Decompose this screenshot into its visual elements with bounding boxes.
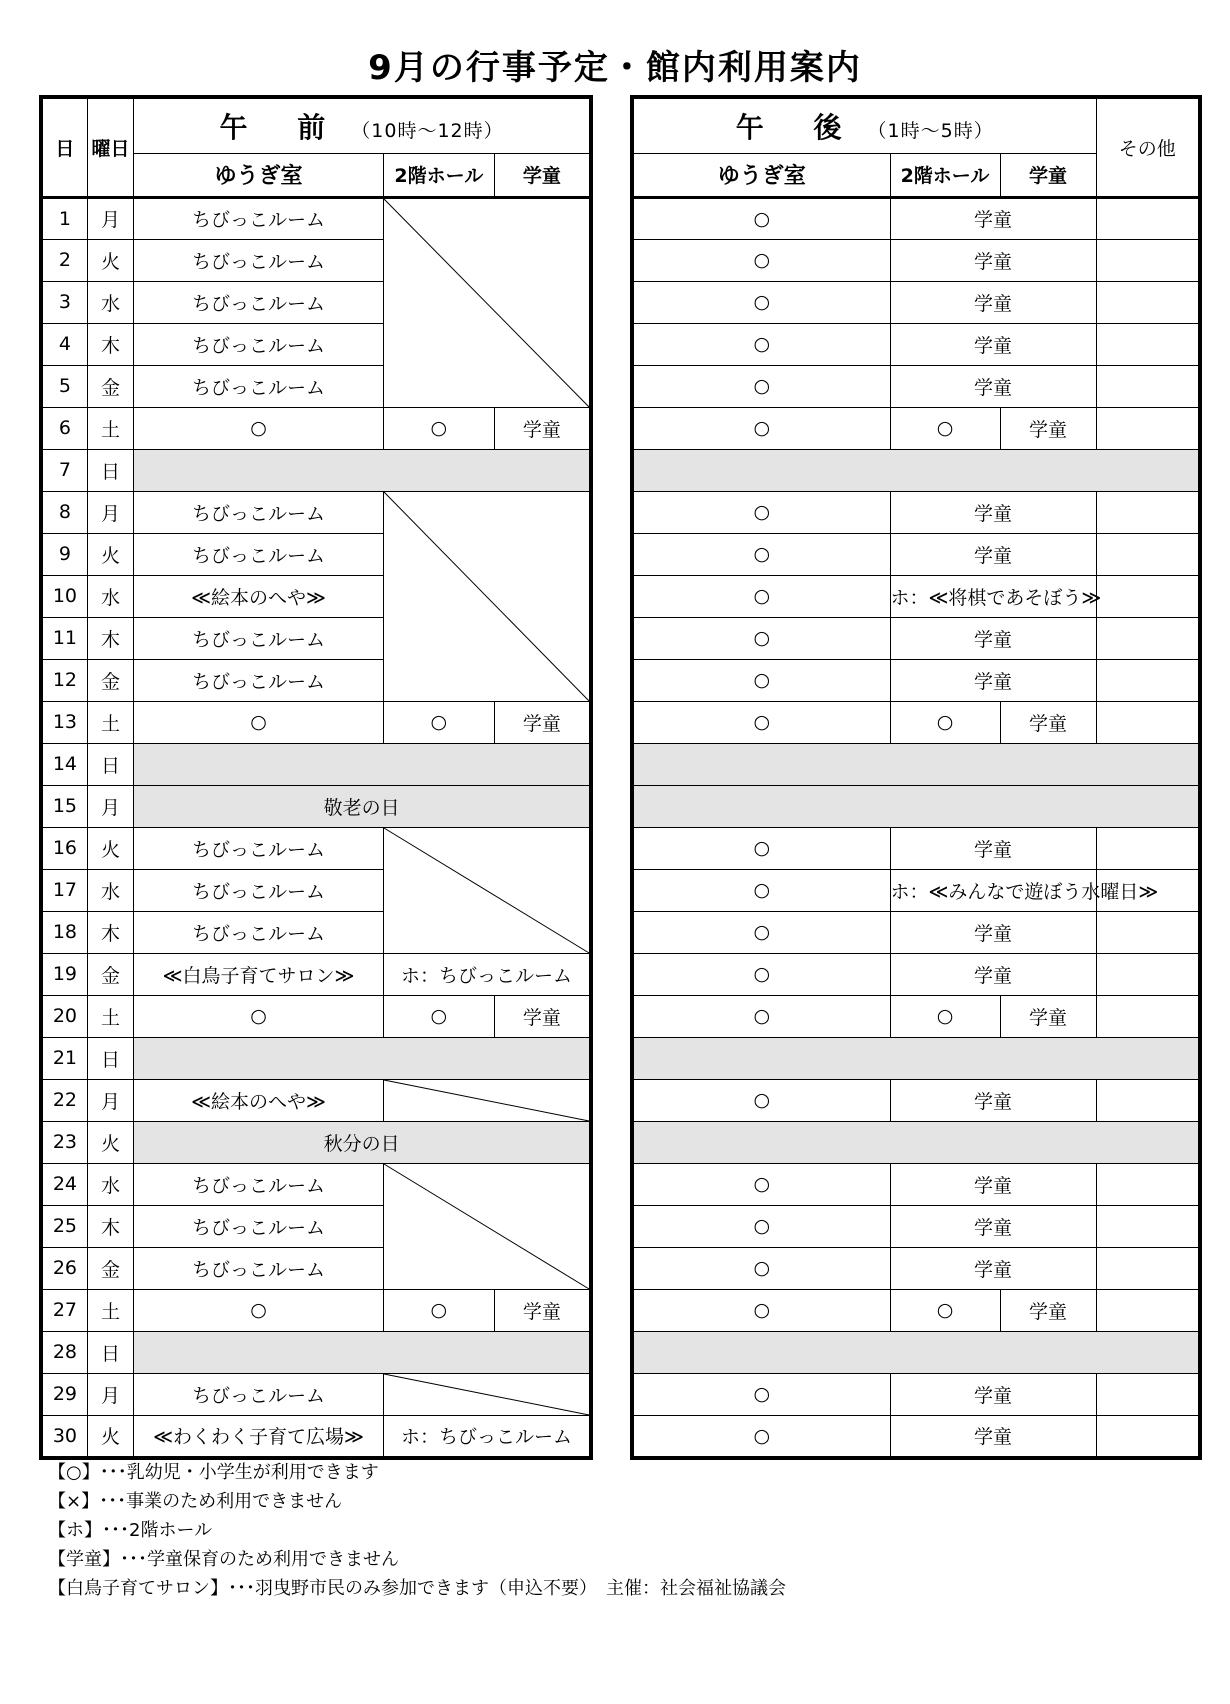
am-gakudo-cell: 学童 [494,701,591,743]
weekday: 日 [87,743,133,785]
pm-hall-gakudo-cell: 学童 [890,1415,1096,1458]
pm-row [632,575,1200,617]
am-playroom-cell: ちびっこルーム [134,239,384,281]
weekday: 火 [87,239,133,281]
day-number: 25 [41,1205,87,1247]
weekday: 木 [87,911,133,953]
day-number: 18 [41,911,87,953]
other-cell [1096,239,1200,281]
weekday: 土 [87,701,133,743]
am-playroom-cell: ちびっこルーム [134,533,384,575]
weekday: 月 [87,785,133,827]
am-playroom-cell: ちびっこルーム [134,827,384,869]
closed-cell: 秋分の日 [134,1121,591,1163]
pm-gakudo-cell: 学童 [1000,701,1096,743]
am-playroom-cell: ちびっこルーム [134,1205,384,1247]
am-row [41,827,591,869]
closed-cell [134,743,591,785]
unavailable-diagonal-cell [383,1079,591,1121]
pm-playroom-cell: ○ [632,491,890,533]
day-number: 10 [41,575,87,617]
pm-hall-gakudo-cell: 学童 [890,239,1096,281]
am-playroom-cell: ちびっこルーム [134,197,384,239]
am-row [41,995,591,1037]
pm-playroom-cell: ○ [632,701,890,743]
other-cell [1096,1163,1200,1205]
weekday: 水 [87,281,133,323]
day-number: 15 [41,785,87,827]
closed-cell: 敬老の日 [134,785,591,827]
day-number: 1 [41,197,87,239]
pm-hall-gakudo-cell: 学童 [890,1205,1096,1247]
other-cell [1096,617,1200,659]
pm-row [632,743,1200,785]
am-playroom-cell: ○ [134,995,384,1037]
afternoon-time: （1時～5時） [867,119,994,142]
unavailable-diagonal-cell [383,197,591,407]
pm-playroom-cell: ○ [632,407,890,449]
diagonal-line [384,1374,589,1415]
day-number: 6 [41,407,87,449]
unavailable-diagonal-cell [383,1373,591,1415]
legend-item: 【○】･･･乳幼児・小学生が利用できます [48,1462,379,1483]
pm-playroom-cell: ○ [632,1163,890,1205]
pm-row [632,785,1200,827]
other-cell [1096,533,1200,575]
other-cell [1096,827,1200,869]
pm-row [632,1247,1200,1289]
weekday: 水 [87,575,133,617]
pm-hall-gakudo-cell: 学童 [890,1163,1096,1205]
pm-playroom-cell: ○ [632,827,890,869]
pm-hall-gakudo-cell: 学童 [890,197,1096,239]
pm-row [632,827,1200,869]
pm-row [632,617,1200,659]
day-number: 24 [41,1163,87,1205]
am-playroom-cell: ≪絵本のへや≫ [134,575,384,617]
am-row [41,785,591,827]
day-number: 3 [41,281,87,323]
pm-hall-header: 2階ホール [890,153,1000,197]
pm-row [632,911,1200,953]
am-hall-cell: ○ [383,995,494,1037]
weekday: 木 [87,323,133,365]
day-number: 29 [41,1373,87,1415]
pm-playroom-cell: ○ [632,1205,890,1247]
pm-row [632,365,1200,407]
closed-cell [632,785,1200,827]
closed-cell [632,449,1200,491]
am-row [41,1415,591,1458]
other-column-header: その他 [1096,97,1200,197]
other-cell [1096,1079,1200,1121]
am-playroom-cell: ○ [134,1289,384,1331]
weekday: 土 [87,407,133,449]
other-cell [1096,659,1200,701]
am-row [41,953,591,995]
am-hall-cell: ホ：ちびっこルーム [383,1415,591,1458]
pm-row [632,533,1200,575]
pm-playroom-cell: ○ [632,197,890,239]
am-playroom-cell: ≪白鳥子育てサロン≫ [134,953,384,995]
am-playroom-cell: ちびっこルーム [134,1163,384,1205]
morning-heading [134,97,591,153]
pm-hall-cell: ○ [890,701,1000,743]
am-playroom-cell: ちびっこルーム [134,491,384,533]
closed-cell [134,1331,591,1373]
am-hall-header: 2階ホール [383,153,494,197]
other-cell [1096,1247,1200,1289]
am-playroom-cell: ちびっこルーム [134,1247,384,1289]
pm-row [632,1163,1200,1205]
weekday: 土 [87,1289,133,1331]
pm-hall-cell: ○ [890,407,1000,449]
day-number: 23 [41,1121,87,1163]
pm-playroom-cell: ○ [632,1415,890,1458]
day-number: 11 [41,617,87,659]
pm-row [632,659,1200,701]
am-row [41,197,591,239]
pm-row [632,1121,1200,1163]
pm-row [632,995,1200,1037]
pm-playroom-cell: ○ [632,911,890,953]
pm-row [632,1373,1200,1415]
pm-playroom-cell: ○ [632,1289,890,1331]
day-number: 14 [41,743,87,785]
weekday-column-header: 曜日 [87,97,133,197]
day-number: 2 [41,239,87,281]
other-cell [1096,365,1200,407]
legend-item: 【ホ】･･･2階ホール [48,1520,213,1541]
pm-hall-gakudo-cell: ホ：≪将棋であそぼう≫ [890,575,1096,617]
am-row [41,491,591,533]
weekday: 月 [87,491,133,533]
weekday: 日 [87,1037,133,1079]
day-number: 9 [41,533,87,575]
weekday: 月 [87,197,133,239]
diagonal-line [384,1080,589,1121]
diagonal-line [384,1164,589,1289]
am-playroom-cell: ちびっこルーム [134,869,384,911]
pm-playroom-header: ゆうぎ室 [632,153,890,197]
pm-playroom-cell: ○ [632,953,890,995]
unavailable-diagonal-cell [383,491,591,701]
pm-hall-gakudo-cell: 学童 [890,1079,1096,1121]
day-column-header: 日 [41,97,87,197]
legend [48,1458,786,1603]
am-row [41,1079,591,1121]
other-cell [1096,1205,1200,1247]
am-row [41,1373,591,1415]
day-number: 17 [41,869,87,911]
other-cell [1096,953,1200,995]
pm-hall-gakudo-cell: ホ：≪みんなで遊ぼう水曜日≫ [890,869,1096,911]
pm-playroom-cell: ○ [632,869,890,911]
day-number: 4 [41,323,87,365]
pm-playroom-cell: ○ [632,659,890,701]
pm-gakudo-cell: 学童 [1000,995,1096,1037]
weekday: 金 [87,659,133,701]
other-cell [1096,1415,1200,1458]
am-playroom-cell: ちびっこルーム [134,911,384,953]
pm-row [632,197,1200,239]
pm-row [632,869,1200,911]
pm-row [632,449,1200,491]
am-playroom-cell: ○ [134,407,384,449]
closed-cell [632,743,1200,785]
other-cell [1096,869,1200,911]
pm-gakudo-header: 学童 [1000,153,1096,197]
other-cell [1096,323,1200,365]
pm-row [632,1289,1200,1331]
weekday: 金 [87,365,133,407]
diagonal-line [384,492,589,701]
other-cell [1096,407,1200,449]
pm-row [632,239,1200,281]
legend-item: 【白鳥子育てサロン】･･･羽曳野市民のみ参加できます（申込不要） 主催：社会福祉協議会 [48,1578,786,1599]
pm-row [632,701,1200,743]
day-number: 21 [41,1037,87,1079]
am-row [41,1163,591,1205]
weekday: 火 [87,1121,133,1163]
other-cell [1096,995,1200,1037]
weekday: 土 [87,995,133,1037]
pm-row [632,323,1200,365]
day-number: 30 [41,1415,87,1458]
other-cell [1096,1289,1200,1331]
am-row [41,407,591,449]
am-playroom-cell: ちびっこルーム [134,365,384,407]
pm-hall-gakudo-cell: 学童 [890,911,1096,953]
am-playroom-cell: ちびっこルーム [134,281,384,323]
weekday: 火 [87,827,133,869]
legend-item: 【学童】･･･学童保育のため利用できません [48,1549,399,1570]
pm-hall-gakudo-cell: 学童 [890,827,1096,869]
pm-playroom-cell: ○ [632,239,890,281]
pm-row [632,281,1200,323]
am-row [41,449,591,491]
day-number: 13 [41,701,87,743]
page-title: 9月の行事予定・館内利用案内 [368,48,862,88]
pm-playroom-cell: ○ [632,1373,890,1415]
unavailable-diagonal-cell [383,827,591,953]
morning-schedule-table [39,95,593,1460]
pm-hall-gakudo-cell: 学童 [890,953,1096,995]
afternoon-schedule-table [630,95,1202,1460]
closed-cell [632,1121,1200,1163]
diagonal-line [384,199,589,407]
pm-hall-gakudo-cell: 学童 [890,1247,1096,1289]
pm-playroom-cell: ○ [632,575,890,617]
pm-row [632,1037,1200,1079]
other-cell [1096,281,1200,323]
day-number: 7 [41,449,87,491]
closed-cell [134,1037,591,1079]
pm-hall-gakudo-cell: 学童 [890,281,1096,323]
pm-playroom-cell: ○ [632,365,890,407]
pm-hall-cell: ○ [890,995,1000,1037]
pm-row [632,1205,1200,1247]
pm-row [632,491,1200,533]
pm-hall-gakudo-cell: 学童 [890,533,1096,575]
afternoon-heading [632,97,1096,153]
am-playroom-cell: ちびっこルーム [134,323,384,365]
pm-hall-gakudo-cell: 学童 [890,1373,1096,1415]
pm-gakudo-cell: 学童 [1000,407,1096,449]
am-row [41,1289,591,1331]
afternoon-label: 午 後 [735,110,862,144]
pm-row [632,407,1200,449]
pm-row [632,953,1200,995]
pm-row [632,1331,1200,1373]
pm-playroom-cell: ○ [632,323,890,365]
pm-playroom-cell: ○ [632,995,890,1037]
am-row [41,701,591,743]
day-number: 8 [41,491,87,533]
pm-hall-gakudo-cell: 学童 [890,365,1096,407]
day-number: 27 [41,1289,87,1331]
am-row [41,1121,591,1163]
am-playroom-cell: ちびっこルーム [134,659,384,701]
day-number: 19 [41,953,87,995]
weekday: 水 [87,869,133,911]
am-gakudo-cell: 学童 [494,1289,591,1331]
weekday: 金 [87,953,133,995]
pm-hall-gakudo-cell: 学童 [890,323,1096,365]
pm-playroom-cell: ○ [632,533,890,575]
am-hall-cell: ○ [383,701,494,743]
pm-playroom-cell: ○ [632,1079,890,1121]
am-row [41,1037,591,1079]
weekday: 月 [87,1079,133,1121]
pm-hall-gakudo-cell: 学童 [890,659,1096,701]
day-number: 16 [41,827,87,869]
unavailable-diagonal-cell [383,1163,591,1289]
closed-cell [134,449,591,491]
pm-row [632,1079,1200,1121]
am-gakudo-header: 学童 [494,153,591,197]
am-hall-cell: ○ [383,1289,494,1331]
pm-hall-gakudo-cell: 学童 [890,617,1096,659]
diagonal-line [384,828,589,953]
pm-row [632,1415,1200,1458]
weekday: 水 [87,1163,133,1205]
legend-item: 【×】･･･事業のため利用できません [48,1491,343,1512]
am-playroom-cell: ≪絵本のへや≫ [134,1079,384,1121]
am-playroom-cell: ○ [134,701,384,743]
weekday: 月 [87,1373,133,1415]
am-gakudo-cell: 学童 [494,407,591,449]
am-playroom-cell: ちびっこルーム [134,617,384,659]
weekday: 日 [87,1331,133,1373]
weekday: 木 [87,1205,133,1247]
weekday: 火 [87,1415,133,1458]
day-number: 20 [41,995,87,1037]
other-cell [1096,911,1200,953]
other-cell [1096,701,1200,743]
pm-hall-cell: ○ [890,1289,1000,1331]
closed-cell [632,1331,1200,1373]
pm-playroom-cell: ○ [632,617,890,659]
am-gakudo-cell: 学童 [494,995,591,1037]
am-playroom-cell: ちびっこルーム [134,1373,384,1415]
day-number: 5 [41,365,87,407]
weekday: 木 [87,617,133,659]
am-hall-cell: ホ：ちびっこルーム [383,953,591,995]
closed-cell [632,1037,1200,1079]
pm-playroom-cell: ○ [632,281,890,323]
am-playroom-cell: ≪わくわく子育て広場≫ [134,1415,384,1458]
morning-time: （10時～12時） [351,119,504,142]
other-cell [1096,1373,1200,1415]
weekday: 火 [87,533,133,575]
day-number: 26 [41,1247,87,1289]
weekday: 金 [87,1247,133,1289]
other-cell [1096,197,1200,239]
am-playroom-header: ゆうぎ室 [134,153,384,197]
morning-label: 午 前 [219,110,346,144]
am-row [41,743,591,785]
day-number: 28 [41,1331,87,1373]
other-cell [1096,575,1200,617]
weekday: 日 [87,449,133,491]
am-row [41,1331,591,1373]
pm-playroom-cell: ○ [632,1247,890,1289]
day-number: 12 [41,659,87,701]
day-number: 22 [41,1079,87,1121]
other-cell [1096,491,1200,533]
pm-hall-gakudo-cell: 学童 [890,491,1096,533]
pm-gakudo-cell: 学童 [1000,1289,1096,1331]
am-hall-cell: ○ [383,407,494,449]
